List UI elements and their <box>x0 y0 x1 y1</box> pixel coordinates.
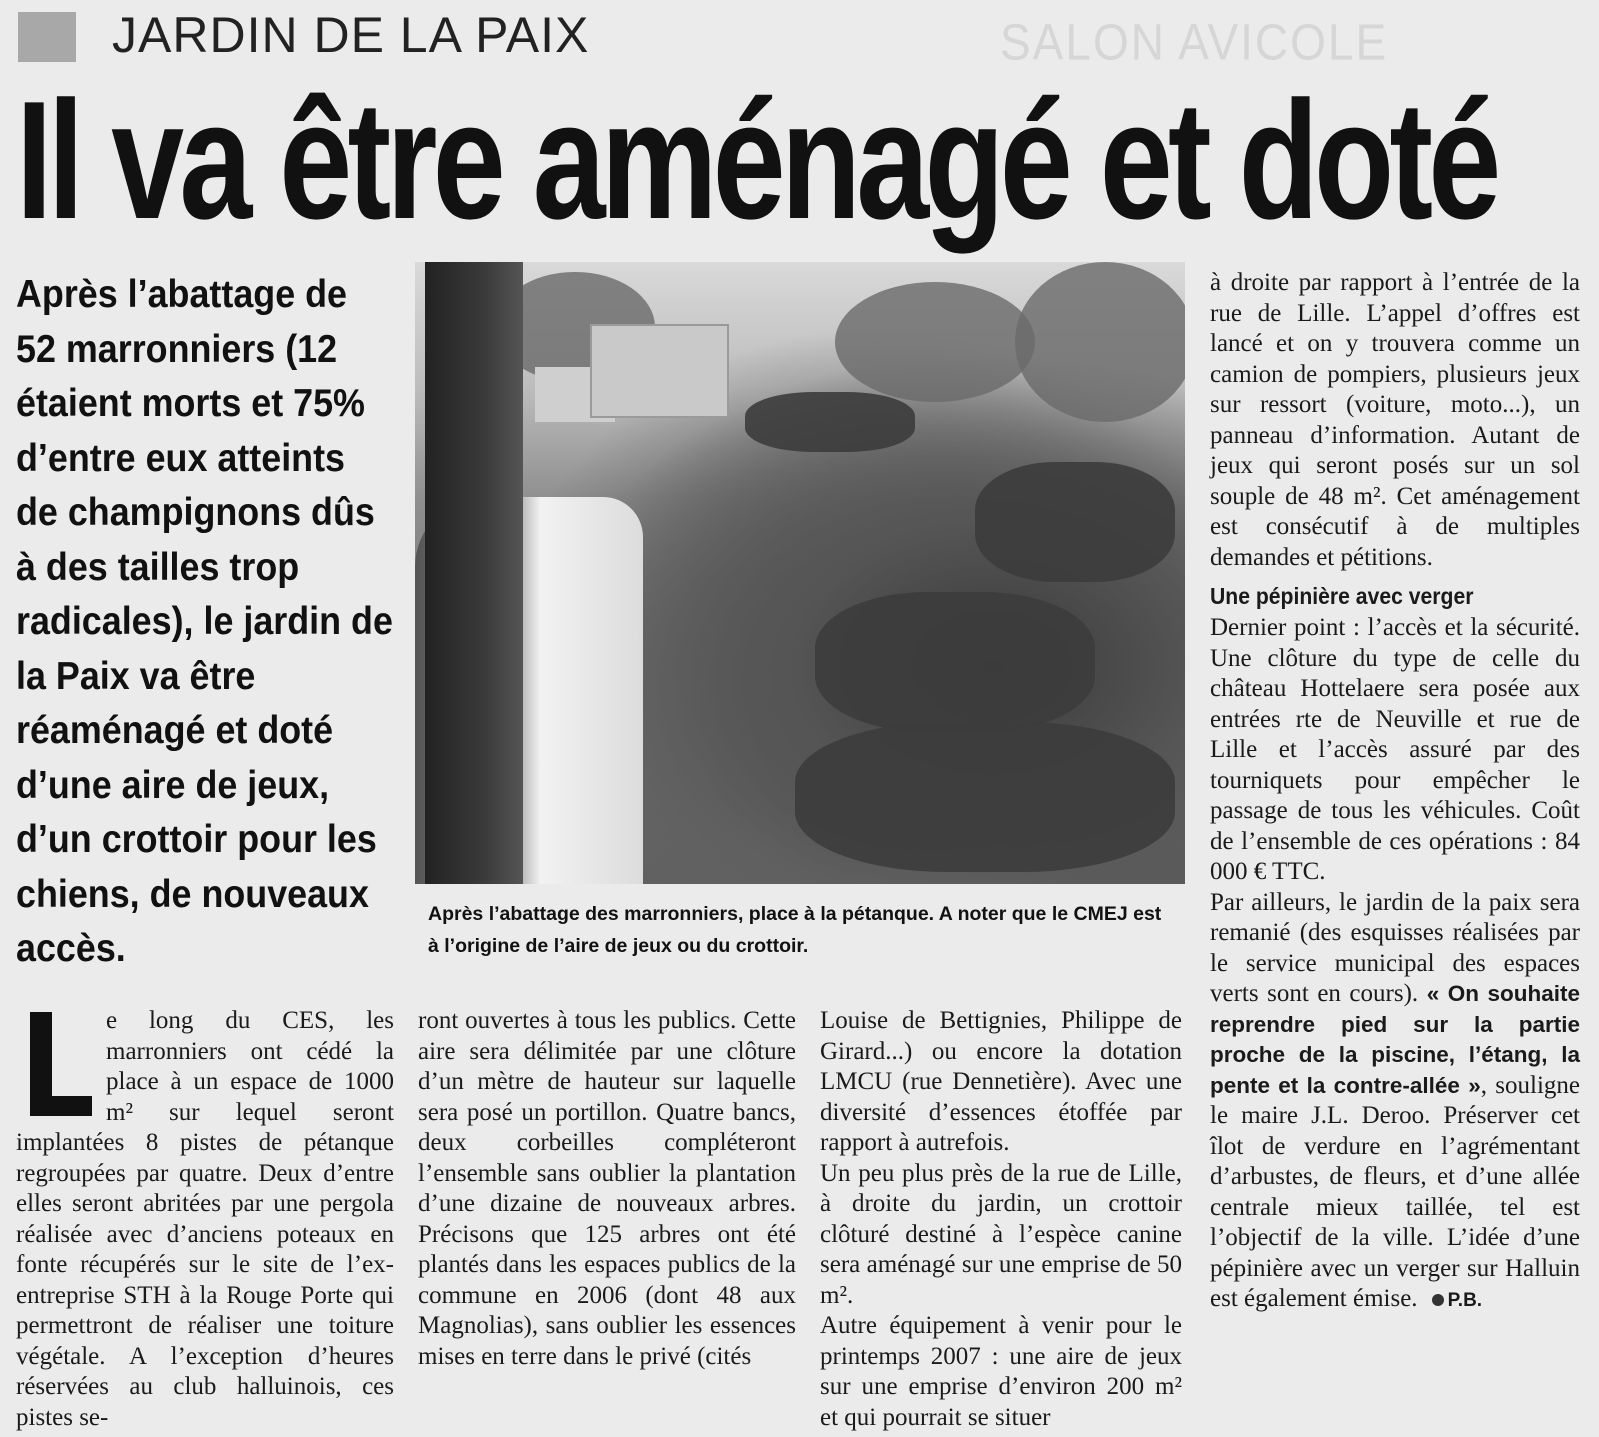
column-3-para-1: Louise de Bettignies, Philippe de Girard...) ou encore la dotation LMCU (rue Dennetière). Avec une diversité d’essences étoffée par rapport à autrefois. <box>820 1007 1182 1156</box>
photo-tree <box>835 282 1035 402</box>
mayor-quote: « On souhaite reprendre pied sur la partie proche de la piscine, l’étang, la pente et la contre-allée » <box>1210 981 1581 1098</box>
photo-caption: Après l’abattage des marronniers, place à la pétanque. A noter que le CMEJ est à l’origine de l’aire de jeux ou du crottoir. <box>428 903 1162 957</box>
column-1-text: e long du CES, les marronniers ont cédé la place à un espace de 1000 m² sur lequel seront implantées 8 pistes de pétanque regroupées par quatre. Deux d’entre elles seront abritées par une pergola réalisée avec d’anciens poteaux en fonte récupérés sur le site de l’ex-entreprise STH à la Rouge Porte qui permettront de réaliser une toiture végétale. A l’exception d’heures réservées au club halluinois, ces pistes se- <box>16 1007 394 1431</box>
article-photo <box>415 262 1185 884</box>
author-signature: P.B. <box>1447 1290 1483 1311</box>
column-3-para-2: Un peu plus près de la rue de Lille, à droite du jardin, un crottoir clôturé destiné à l’espèce canine sera aménagé sur une emprise de 50 m². <box>820 1159 1182 1309</box>
photo-pole <box>425 262 523 884</box>
lead-paragraph: Après l’abattage de 52 marronniers (12 étaient morts et 75% d’entre eux atteints de champignons dûs à des tailles trop radicales), le jardin de la Paix va être réaménagé et doté d’une aire de jeux, d’un crottoir pour les chiens, de nouveaux accès. <box>16 273 393 970</box>
column-4-para-3 <box>1210 888 1580 1317</box>
column-2 <box>418 1006 796 1372</box>
column-2-text: ront ouvertes à tous les publics. Cette aire sera délimitée par une clôture d’un mètre de hauteur sur laquelle sera posé un portillon. Quatre bancs, deux corbeilles compléteront l’ensemble sans oublier la plantation d’une dizaine de nouveaux arbres. Précisons que 125 arbres ont été plantés dans les espaces publics de la commune en 2006 (dont 48 aux Magnolias), sans oublier les essences mises en terre dans le privé (cités <box>418 1007 796 1370</box>
column-4-para-3-end: , souligne le maire J.L. Deroo. Préserver cet îlot de verdure en l’agrémentant d’arbustes, de fleurs, et d’une allée centrale mieux taillée, tel est l’objectif de la ville. L’idée d’une pépinière avec un verger sur Halluin est également émise. <box>1210 1071 1580 1312</box>
column-4-para-1: à droite par rapport à l’entrée de la rue de Lille. L’appel d’offres est lancé et on y trouvera comme un camion de pompiers, plusieurs jeux sur ressort (voiture, moto...), un panneau d’information. Autant de jeux qui seront posés sur un sol souple de 48 m². Cet aménagement est consécutif à de multiples demandes et pétitions. <box>1210 269 1580 571</box>
column-4-para-3-start: Par ailleurs, le jardin de la paix sera remanié (des esquisses réalisées par le service municipal des espaces verts sont en cours). <box>1210 888 1580 1007</box>
photo-building <box>590 324 729 418</box>
column-3-para-3: Autre équipement à venir pour le printemps 2007 : une aire de jeux sur une emprise d’environ 200 m² et qui pourrait se situer <box>820 1312 1182 1431</box>
column-3 <box>820 1006 1182 1433</box>
headline: Il va être aménagé et doté <box>16 66 1497 254</box>
column-4 <box>1210 268 1580 1317</box>
signature-bullet-icon <box>1432 1294 1444 1306</box>
photo-debris <box>745 392 915 452</box>
kicker-grey-block <box>18 12 76 62</box>
dropcap-l <box>30 1012 92 1116</box>
photo-debris <box>815 592 1095 732</box>
column-1 <box>16 1006 394 1433</box>
photo-debris <box>975 462 1175 582</box>
bleed-through-text: SALON AVICOLE <box>1000 13 1389 71</box>
column-4-para-2: Dernier point : l’accès et la sécurité. Une clôture du type de celle du château Hottelaere sera posée aux entrées rte de Neuville et rue de Lille et l’accès assuré par des tourniquets pour empêcher le passage de tous les véhicules. Coût de l’ensemble de ces opérations : 84 000 € TTC. <box>1210 614 1580 885</box>
photo-debris <box>795 722 1175 872</box>
photo-tree <box>1015 262 1185 422</box>
subheading: Une pépinière avec verger <box>1210 583 1474 609</box>
kicker: JARDIN DE LA PAIX <box>112 7 590 63</box>
